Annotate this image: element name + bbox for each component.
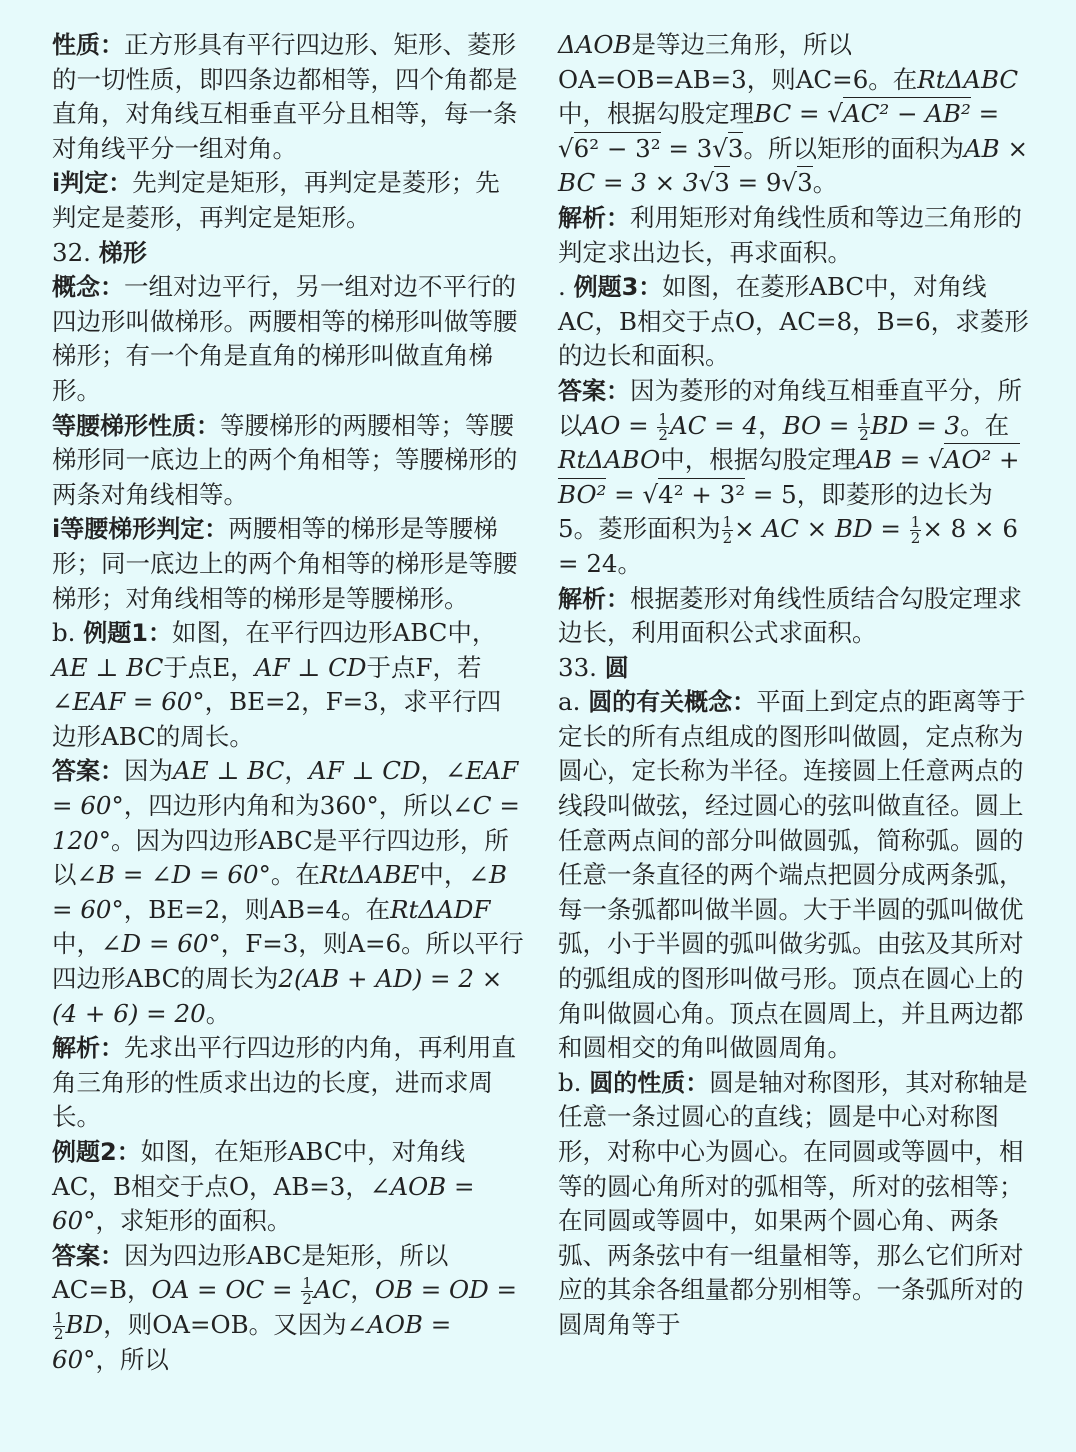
sqrt-symbol: √ (712, 133, 728, 163)
paragraph-circle-properties: b. 圆的性质：圆是轴对称图形，其对称轴是任意一条过圆心的直线；圆是中心对称图形，对称中心为圆心。在同圆或等圆中，相等的圆心角所对的弧相等，所对的弦相等；在同圆或等圆中，如果两个圆心角、两条弧、两条弦中有一组量相等，那么它们所对应的其余各组量都分别相等。一条弧所对的圆周角等于 (558, 1067, 1028, 1339)
sqrt-symbol: √ (827, 99, 843, 129)
paragraph-analysis-2: 解析：利用矩形对角线性质和等边三角形的判定求出边长，再求面积。 (558, 202, 1022, 267)
paragraph-answer-3: 答案：因为菱形的对角线互相垂直平分，所以AO = $\frac{1}{2}$ AC = 4，BO = $\frac{1}{2}$ BD = 3。在RtΔABO中，根据勾股定理AB = √AO² + BO² = √4² + 3² = 5，即菱形的边长为5。菱形面积为 $\frac{1}{2}$ × AC × BD = $\frac{1}{2}$ × 8 × 6 = 24。 (558, 375, 1022, 578)
heading-criteria: i判定： (52, 169, 133, 198)
sqrt-symbol: √ (642, 479, 659, 509)
paragraph-answer-1: 答案：因为AE ⊥ BC，AF ⊥ CD，∠EAF = 60°，四边形内角和为360°，所以∠C = 120°。因为四边形ABC是平行四边形，所以∠B = ∠D = 60°。在RtΔABE中，∠B = 60°，BE=2，则AB=4。在RtΔADF中，∠D = 60°，F=3，则A=6。所以平行四边形ABC的周长为2(AB + AD) = 2 × (4 + 6) = 20。 (52, 756, 524, 1028)
fraction-one-half: $\frac{1}{2}$ (859, 409, 869, 444)
right-column (558, 28, 1030, 1343)
paragraph-square-properties: 性质：正方形具有平行四边形、矩形、菱形的一切性质，即四条边都相等，四个角都是直角，对角线互相垂直平分且相等，每一条对角线平分一组对角。 (52, 30, 518, 163)
paragraph-isosceles-properties: 等腰梯形性质：等腰梯形的两腰相等；等腰梯形同一底边上的两个角相等；等腰梯形的两条对角线相等。 (52, 410, 518, 509)
fraction-one-half: $\frac{1}{2}$ (910, 513, 921, 548)
paragraph-example-3: . 例题3：如图，在菱形ABC中，对角线AC，B相交于点O，AC=8，B=6，求菱形的边长和面积。 (558, 272, 1029, 371)
paragraph-example-1: b. 例题1：如图，在平行四边形ABC中，AE ⊥ BC于点E，AF ⊥ CD于点F，若∠EAF = 60°，BE=2，F=3，求平行四边形ABC的周长。 (52, 618, 502, 751)
paragraph-answer-2-continued: ΔAOB是等边三角形，所以OA=OB=AB=3，则AC=6。在RtΔABC中，根据勾股定理BC = √AC² − AB² = √6² − 3² = 3√3。所以矩形的面积为AB × BC = 3 × 3√3 = 9√3。 (558, 30, 1028, 198)
heading-properties: 性质： (52, 31, 124, 59)
section-heading-circle: 33. 圆 (558, 652, 629, 682)
left-column (52, 28, 524, 1377)
paragraph-analysis-3: 解析：根据菱形对角线性质结合勾股定理求边长，利用面积公式求面积。 (558, 583, 1022, 648)
sqrt-symbol: √ (928, 445, 944, 475)
sqrt-symbol: √ (698, 168, 715, 198)
fraction-one-half: $\frac{1}{2}$ (658, 409, 668, 444)
paragraph-answer-2: 答案：因为四边形ABC是矩形，所以AC=B，OA = OC = $\frac{1}{2}$ AC，OB = OD = $\frac{1}{2}$ BD，则OA=OB。又因为∠AOB = 60°，所以 (52, 1240, 518, 1374)
fraction-one-half: $\frac{1}{2}$ (302, 1274, 312, 1309)
paragraph-example-2: 例题2：如图，在矩形ABC中，对角线AC，B相交于点O，AB=3，∠AOB = 60°，求矩形的面积。 (52, 1137, 475, 1236)
sqrt-symbol: √ (558, 133, 574, 163)
section-heading-trapezoid: 32. 梯形 (52, 237, 147, 267)
paragraph-analysis-1: 解析：先求出平行四边形的内角，再利用直角三角形的性质求出边的长度，进而求周长。 (52, 1033, 516, 1132)
fraction-one-half: $\frac{1}{2}$ (54, 1308, 64, 1343)
paragraph-isosceles-criteria: i等腰梯形判定：两腰相等的梯形是等腰梯形；同一底边上的两个角相等的梯形是等腰梯形；对角线相等的梯形是等腰梯形。 (52, 514, 518, 613)
fraction-one-half: $\frac{1}{2}$ (722, 513, 733, 548)
paragraph-trapezoid-concept: 概念：一组对边平行，另一组对边不平行的四边形叫做梯形。两腰相等的梯形叫做等腰梯形；有一个角是直角的梯形叫做直角梯形。 (52, 272, 518, 405)
paragraph-square-criteria: i判定：先判定是矩形，再判定是菱形；先判定是菱形，再判定是矩形。 (52, 168, 500, 232)
sqrt-symbol: √ (781, 168, 798, 198)
paragraph-circle-concepts: a. 圆的有关概念：平面上到定点的距离等于定长的所有点组成的图形叫做圆，定点称为圆心，定长称为半径。连接圆上任意两点的线段叫做弦，经过圆心的弦叫做直径。圆上任意两点间的部分叫做圆弧，简称弧。圆的任意一条直径的两个端点把圆分成两条弧，每一条弧都叫做半圆。大于半圆的弧叫做优弧，小于半圆的弧叫做劣弧。由弦及其所对的弧组成的图形叫做弓形。顶点在圆心上的角叫做圆心角。顶点在圆周上，并且两边都和圆相交的角叫做圆周角。 (558, 687, 1026, 1063)
